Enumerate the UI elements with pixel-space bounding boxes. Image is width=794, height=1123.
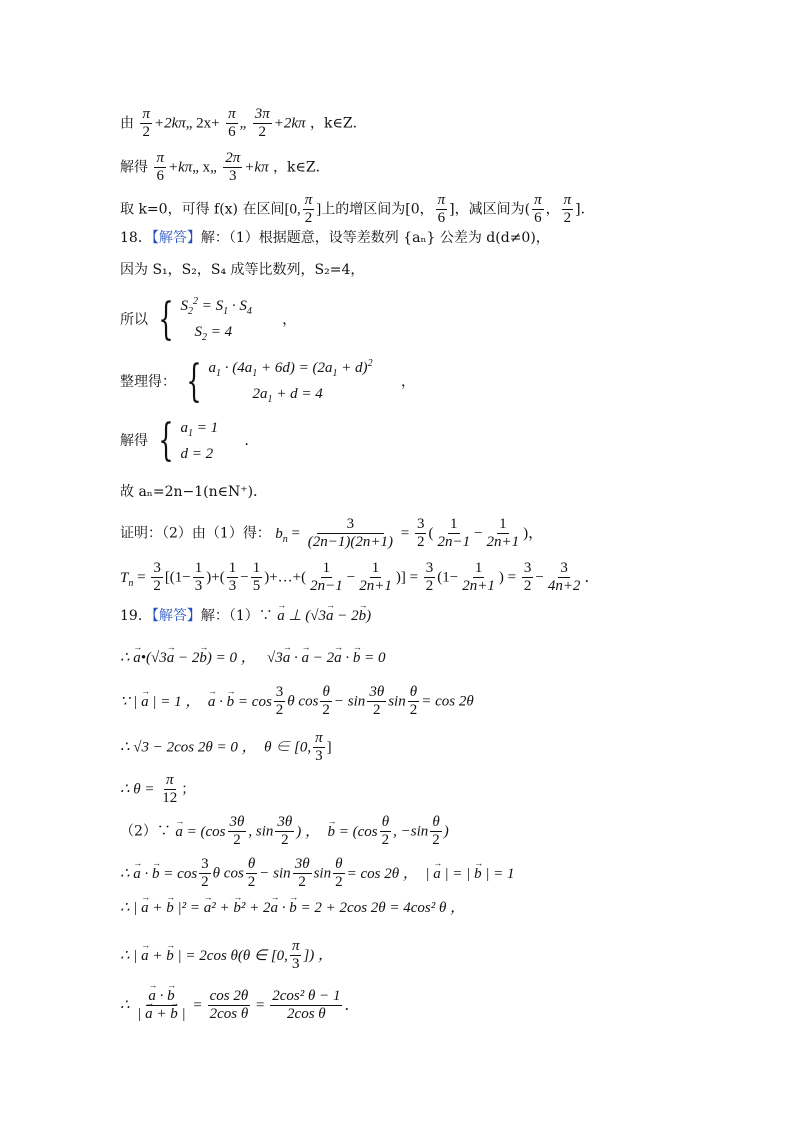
q19-magnitude: ∴ | → a + → b | = 2cos θ(θ ∈ [0, $\frac{\pi}{3}$ ]) ， <box>120 938 333 973</box>
q18-system-2: 整理得： { $a_1 \cdot (4a_1 + 6d) = (2a_1 + d)^2$ $2a_1 + d = 4$ ， <box>120 356 416 407</box>
q18-line-geometric: 因为 S₁，S₂，S₄ 成等比数列，S₂=4， <box>120 262 365 278</box>
q19-magnitude-squared: ∴ | → a + → b |² = → a² + → b² + 2→ a · → b = 2 + 2cos 2θ = 4cos² θ ， <box>120 898 465 918</box>
line-monotonic-intervals: 取 k=0，可得 f(x) 在区间[0, $\frac{\pi}{2}$ ]上的增区间为[0， $\frac{\pi}{6}$ ]，减区间为( $\frac{\pi}{6}$ ， $\frac{\pi}{2}$ ]． <box>120 192 595 226</box>
line-solve-x: 解得 $\frac{\pi}{6}$ +kπ„ x„ $\frac{2\pi}{3}$ +kπ ，k∈Z． <box>120 150 330 184</box>
q18-heading: 18．【解答】解：（1）根据题意，设等差数列 {aₙ} 公差为 d(d≠0)， <box>120 230 550 246</box>
q18-bn-formula: 证明：（2）由（1）得： $b_n$ = $\frac{3}{(2n-1)(2n+1)}$ = $\frac{3}{2}$ ( $\frac{1}{2n-1}$ − $\frac{1}{2n+1}$ )， <box>120 516 544 550</box>
line-interval-condition: 由 $\frac{\pi}{2}$ +2kπ„ 2x+ $\frac{\pi}{6}$ „ $\frac{3\pi}{2}$ +2kπ ，k∈Z． <box>120 106 367 140</box>
q19-dot-zero: ∴ → a•(√3→ a − 2→ b) = 0 ， √3→ a · → a − 2→ a · → b = 0 <box>120 648 386 668</box>
answer-tag: 【解答】 <box>151 608 201 624</box>
q19-theta-value: ∴ θ = $\frac{\pi}{12}$ ； <box>120 772 196 806</box>
q18-tn-formula: $T_n$ = $\frac{3}{2}$ [(1− $\frac{1}{3}$ )+( $\frac{1}{3}$ − $\frac{1}{5}$ )+…+( $\frac{1}{2n-1}$ − $\frac{1}{2n+1}$ )] = $\frac{3}{2}$ (1− $\frac{1}{2n+1}$ ) = $\frac{3}{2}$ − $\frac{3}{4n+2}$ ． <box>120 560 600 594</box>
q19-heading: 19．【解答】解：（1）∵ → a ⊥ (√3→ a − 2→ b) <box>120 606 371 626</box>
q18-conclusion: 故 aₙ=2n−1(n∈N⁺)． <box>120 484 268 500</box>
q19-dot-product-2: ∴ → a · → b = cos $\frac{3}{2}$ θ cos $\frac{\theta}{2}$ − sin $\frac{3\theta}{2}$ sin $\frac{\theta}{2}$ = cos 2θ ， | → a | = | → b | = 1 <box>120 856 515 891</box>
answer-tag: 【解答】 <box>151 230 201 246</box>
q19-ratio: ∴ → $\frac{a \cdot \to b}{| \to a + \to b |}$ = $\frac{\cos 2\theta}{\text{2cos θ}}$ = $\frac{\text{2cos² θ − 1}}{\text{2cos θ}}$ ． <box>120 988 359 1023</box>
q18-system-1: 所以 { $S_2^2 = S_1 \cdot S_4$ $S_2 = 4$ ， <box>120 294 297 345</box>
q19-dot-product: ∵ | → a | = 1 ， → a · → b = cos $\frac{3}{2}$ θ cos $\frac{\theta}{2}$ − sin $\frac{3\theta}{2}$ sin $\frac{\theta}{2}$ = cos 2θ <box>120 684 474 719</box>
q19-cos-equation: ∴ √3 − 2cos 2θ = 0 ， θ ∈ [0, $\frac{\pi}{3}$ ] <box>120 730 332 764</box>
q19-part2-vectors: （2）∵ → a = (cos $\frac{3\theta}{2}$ , sin $\frac{3\theta}{2}$ ) ， → b = (cos $\frac{\theta}{2}$ , −sin $\frac{\theta}{2}$ ) <box>120 814 449 849</box>
q18-system-3: 解得 { $a_1 = 1$ d = 2 ． <box>120 415 259 466</box>
